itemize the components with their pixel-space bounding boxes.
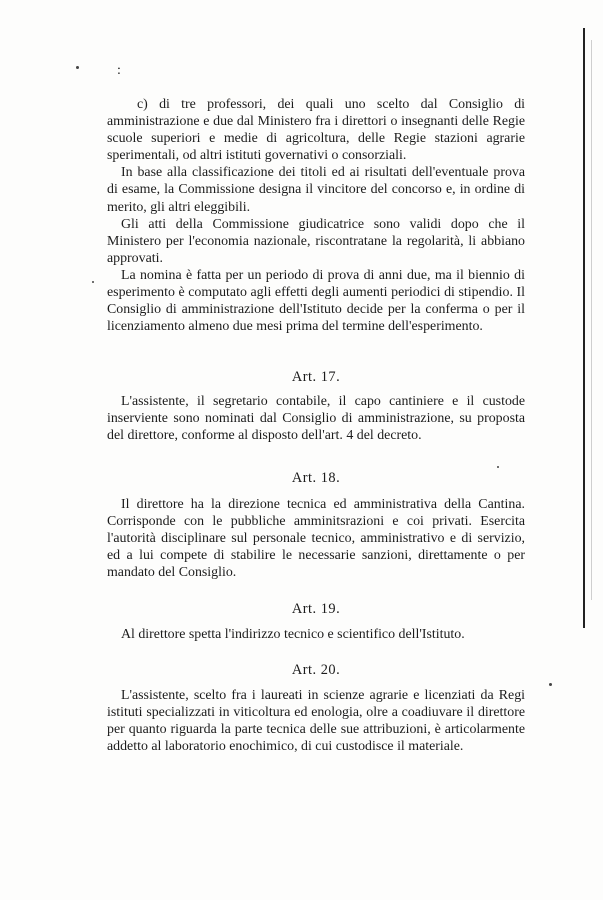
- scan-speck: [549, 683, 552, 686]
- paragraph: Al direttore spetta l'indirizzo tecnico e scientifico dell'Istituto.: [121, 627, 465, 642]
- paragraph: Il direttore ha la direzione tecnica ed amministrativa della Cantina. Corrisponde con le pubbliche amminitsrazioni e coi privati. Esercita l'autorità disciplinare sul personale tecnico, amministrativo e di servizio, ed a lui compete di stabilire le necessarie sanzioni, direttamente o per mandato del Consiglio.: [107, 497, 525, 581]
- paragraph: In base alla classificazione dei titoli ed ai risultati dell'eventuale prova di esame, la Commissione designa il vincitore del concorso e, in ordine di merito, gli altri eleggibili.: [107, 165, 525, 215]
- paragraph: L'assistente, il segretario contabile, il capo cantiniere e il custode inserviente sono nominati dal Consiglio di amministrazione, su proposta del direttore, conforme al disposto dell'art. 4 del decreto.: [107, 394, 525, 444]
- article-17-body: [107, 393, 525, 444]
- paragraph: L'assistente, scelto fra i laureati in scienze agrarie e licenziati da Regi istituti specializzati in viticoltura ed enologia, olre a coadiuvare il direttore per quanto riguarda la parte tecnica delle sue attribuzioni, è articolarmente addetto al laboratorio enochimico, di cui custodisce il materiale.: [107, 688, 525, 755]
- paragraph: Gli atti della Commissione giudicatrice sono validi dopo che il Ministero per l'economia nazionale, riscontratane la regolarità, li abbiano approvati.: [107, 216, 525, 266]
- paragraph: La nomina è fatta per un periodo di prova di anni due, ma il biennio di esperimento è computato agli effetti degli aumenti periodici di stipendio. Il Consiglio di amministrazione dell'Istituto decide per la conferma o per il licenziamento almeno due mesi prima del termine dell'esperimento.: [107, 267, 525, 335]
- article-20-body: [107, 687, 525, 755]
- article-19-heading: Art. 19.: [291, 601, 341, 617]
- article-18-heading: Art. 18.: [291, 470, 341, 486]
- article-continuation: [107, 96, 525, 335]
- corner-mark: :: [117, 63, 121, 78]
- scan-speck: [497, 466, 499, 468]
- scan-speck: [76, 66, 79, 69]
- scan-speck: [92, 281, 94, 283]
- page-edge-shadow-faint: [591, 40, 592, 600]
- article-20-heading: Art. 20.: [291, 662, 341, 678]
- article-18-body: [107, 496, 525, 581]
- article-19-body: [107, 626, 525, 643]
- page-edge-shadow: [583, 28, 585, 628]
- article-17-heading: Art. 17.: [291, 369, 341, 385]
- paragraph: c) di tre professori, dei quali uno scelto dal Consiglio di amministrazione e due dal Ministero fra i direttori o insegnanti delle Regie scuole superiori e medie di agricoltura, delle Regie stazioni agrarie sperimentali, od altri istituti governativi o consorziali.: [107, 97, 525, 164]
